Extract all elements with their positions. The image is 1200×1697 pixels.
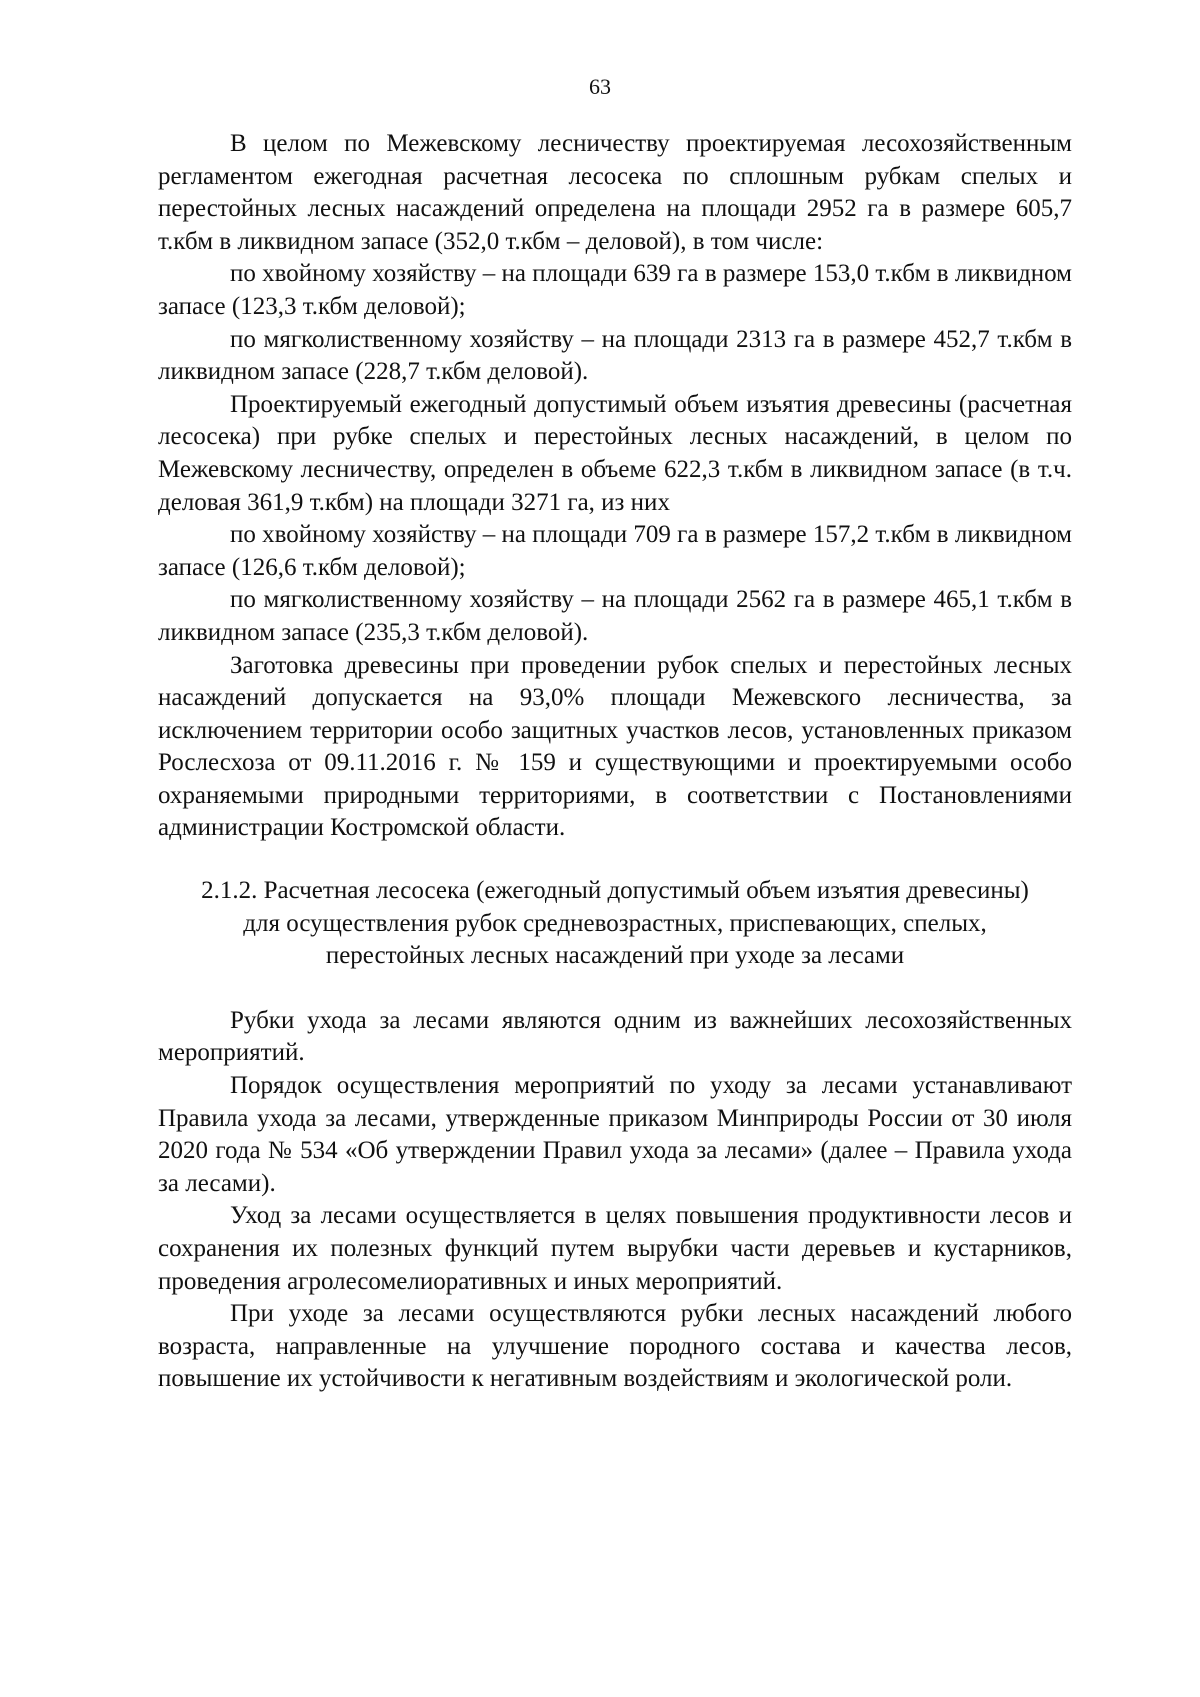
paragraph-coniferous-allowable-cut: по хвойному хозяйству – на площади 709 га в размере 157,2 т.кбм в ликвидном запасе (126,6 т.кбм деловой);	[158, 521, 1072, 581]
paragraph-annual-allowable-cut: Проектируемый ежегодный допустимый объем изъятия древесины (расчетная лесосека) при рубке спелых и перестойных лесных насаждений, в целом по Межевскому лесничеству, определен в объеме 622,3 т.кбм в ликвидном запасе (в т.ч. деловая 361,9 т.кбм) на площади 3271 га, из них	[158, 390, 1072, 516]
paragraph-thinning-scope: При уходе за лесами осуществляются рубки лесных насаждений любого возраста, направленные на улучшение породного состава и качества лесов, повышение их устойчивости к негативным воздействиям и экологической роли.	[158, 1300, 1072, 1393]
page-number: 63	[589, 74, 611, 99]
paragraph-softwood-clear-cut: по мягколиственному хозяйству – на площади 2313 га в размере 452,7 т.кбм в ликвидном запасе (228,7 т.кбм деловой).	[158, 325, 1072, 386]
paragraph-total-clear-cut: В целом по Межевскому лесничеству проектируемая лесохозяйственным регламентом ежегодная расчетная лесосека по сплошным рубкам спелых и перестойных лесных насаждений определена на площади 2952 га в размере 605,7 т.кбм в ликвидном запасе (352,0 т.кбм – деловой), в том числе:	[158, 130, 1072, 255]
paragraph-harvesting-restrictions: Заготовка древесины при проведении рубок спелых и перестойных лесных насаждений допускается на 93,0% площади Межевского лесничества, за исключением территории особо защитных участков лесов, установленных приказом Рослесхоза от 09.11.2016 г. № 159 и существующими и проектируемыми особо охраняемыми природными территориями, в соответствии с Постановлениями администрации Костромской области.	[158, 651, 1072, 842]
section-heading: 2.1.2. Расчетная лесосека (ежегодный допустимый объем изъятия древесины) для осуществления рубок средневозрастных, приспевающих, спелых, перестойных лесных насаждений при уходе за лесами	[201, 877, 1029, 970]
paragraph-coniferous-clear-cut: по хвойному хозяйству – на площади 639 га в размере 153,0 т.кбм в ликвидном запасе (123,3 т.кбм деловой);	[158, 260, 1072, 320]
paragraph-thinning-rules: Порядок осуществления мероприятий по уходу за лесами устанавливают Правила ухода за лесами, утвержденные приказом Минприроды России от 30 июля 2020 года № 534 «Об утверждении Правил ухода за лесами» (далее – Правила ухода за лесами).	[158, 1072, 1072, 1197]
paragraph-thinning-importance: Рубки ухода за лесами являются одним из важнейших лесохозяйственных мероприятий.	[158, 1006, 1072, 1067]
paragraph-thinning-purpose: Уход за лесами осуществляется в целях повышения продуктивности лесов и сохранения их полезных функций путем вырубки части деревьев и кустарников, проведения агролесомелиоративных и иных мероприятий.	[158, 1202, 1072, 1295]
paragraph-softwood-allowable-cut: по мягколиственному хозяйству – на площади 2562 га в размере 465,1 т.кбм в ликвидном запасе (235,3 т.кбм деловой).	[158, 586, 1072, 646]
document-body	[158, 128, 1072, 1396]
